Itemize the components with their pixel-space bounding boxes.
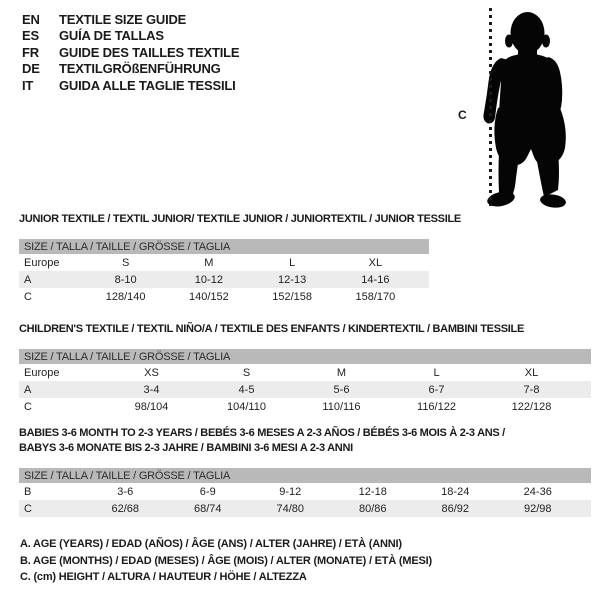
language-code: FR (22, 44, 39, 60)
language-title-list (22, 12, 239, 94)
size-header-bar (19, 468, 591, 483)
size-cell: XL (368, 256, 383, 269)
size-cell: 92/98 (523, 502, 552, 515)
language-row (22, 28, 239, 44)
footnote-line: B. AGE (MONTHS) / EDAD (MESES) / ÂGE (MOIS) / ALTER (MONATE) / ETÀ (MESI) (20, 554, 432, 567)
language-code: ES (22, 28, 39, 44)
section-title: BABYS 3-6 MONATE BIS 2-3 JAHRE / BAMBINI 3-6 MESI A 2-3 ANNI (19, 442, 353, 454)
size-cell: 9-12 (279, 485, 302, 498)
footnote-line: A. AGE (YEARS) / EDAD (AÑOS) / ÂGE (ANS) / ALTER (JAHRE) / ETÀ (ANNI) (20, 538, 402, 550)
size-cell: L (433, 366, 440, 379)
baby-figure (440, 0, 600, 220)
section-title: JUNIOR TEXTILE / TEXTIL JUNIOR/ TEXTILE JUNIOR / JUNIORTEXTIL / JUNIOR TESSILE (19, 213, 461, 225)
size-header-bar (19, 349, 591, 364)
row-label: Europe (24, 256, 60, 269)
size-cell: 98/104 (134, 400, 169, 413)
row-label: C (24, 290, 32, 303)
size-cell: 122/128 (511, 400, 552, 413)
size-cell: XL (524, 366, 539, 379)
size-table-section (19, 212, 461, 305)
row-label: Europe (24, 366, 60, 379)
size-cell: L (289, 256, 296, 269)
size-cell: 152/158 (272, 290, 312, 303)
size-table-section (19, 322, 591, 415)
size-cell: 3-6 (117, 485, 134, 498)
size-cell: 7-8 (523, 383, 540, 396)
section-title: CHILDREN'S TEXTILE / TEXTIL NIÑO/A / TEXTILE DES ENFANTS / KINDERTEXTIL / BAMBINI TESSILE (19, 323, 524, 335)
size-cell: M (336, 366, 347, 379)
size-cell: 68/74 (193, 502, 222, 515)
row-label: B (24, 485, 32, 498)
size-cell: M (204, 256, 214, 269)
language-title: GUÍA DE TALLAS (59, 28, 164, 44)
table-row (19, 381, 591, 398)
size-cell: 116/122 (417, 400, 456, 413)
size-cell: 74/80 (276, 502, 305, 515)
row-label: A (24, 383, 32, 396)
size-header-label: SIZE / TALLA / TAILLE / GRÖSSE / TAGLIA (24, 469, 231, 482)
size-cell: 18-24 (441, 485, 470, 498)
language-title: GUIDE DES TAILLES TEXTILE (59, 44, 240, 60)
table-row (19, 500, 591, 517)
table-row (19, 288, 429, 305)
size-cell: 12-13 (278, 273, 307, 286)
size-cell: 62/68 (111, 502, 140, 515)
language-code: EN (22, 12, 40, 27)
size-cell: 3-4 (143, 383, 160, 396)
size-cell: 6-9 (199, 485, 216, 498)
language-title: TEXTILGRÖßENFÜHRUNG (59, 61, 221, 77)
language-row (22, 78, 239, 94)
size-cell: S (121, 256, 130, 269)
size-cell: 4-5 (238, 383, 255, 396)
size-header-label: SIZE / TALLA / TAILLE / GRÖSSE / TAGLIA (24, 350, 231, 363)
language-code: IT (22, 77, 34, 93)
height-dotted-line (489, 8, 492, 206)
size-cell: 158/170 (355, 290, 396, 303)
size-cell: 104/110 (227, 400, 266, 413)
language-row (22, 61, 239, 77)
height-c-label: C (458, 108, 467, 122)
row-label: A (24, 273, 32, 286)
size-cell: 86/92 (441, 502, 470, 515)
language-code: DE (22, 61, 40, 77)
footnote-line: C. (cm) HEIGHT / ALTURA / HAUTEUR / HÖHE / ALTEZZA (20, 571, 307, 583)
size-cell: 5-6 (333, 383, 350, 396)
size-cell: XS (144, 366, 159, 379)
size-cell: 80/86 (358, 502, 387, 515)
language-row (22, 45, 239, 61)
table-row (19, 483, 591, 500)
table-row (19, 271, 429, 288)
row-label: C (24, 400, 32, 413)
size-cell: 10-12 (194, 273, 223, 286)
table-row (19, 254, 429, 271)
size-cell: 24-36 (523, 485, 552, 498)
size-cell: 140/152 (188, 290, 229, 303)
footnotes (20, 536, 432, 586)
size-header-label: SIZE / TALLA / TAILLE / GRÖSSE / TAGLIA (24, 240, 231, 253)
language-row (22, 12, 239, 28)
language-title: GUIDA ALLE TAGLIE TESSILI (59, 77, 236, 93)
size-cell: 8-10 (114, 273, 137, 286)
size-cell: 6-7 (428, 383, 445, 396)
size-cell: 110/116 (322, 400, 361, 413)
size-cell: 128/140 (105, 290, 146, 303)
row-label: C (24, 502, 32, 515)
size-cell: S (242, 366, 251, 379)
size-cell: 14-16 (361, 273, 390, 286)
table-row (19, 398, 591, 415)
size-cell: 12-18 (358, 485, 387, 498)
language-title: TEXTILE SIZE GUIDE (59, 12, 187, 27)
section-title: BABIES 3-6 MONTH TO 2-3 YEARS / BEBÉS 3-6 MESES A 2-3 AÑOS / BÉBÉS 3-6 MOIS À 2-3 ANS / (19, 427, 505, 439)
size-header-bar (19, 239, 429, 254)
table-row (19, 364, 591, 381)
size-table-section (19, 426, 591, 517)
